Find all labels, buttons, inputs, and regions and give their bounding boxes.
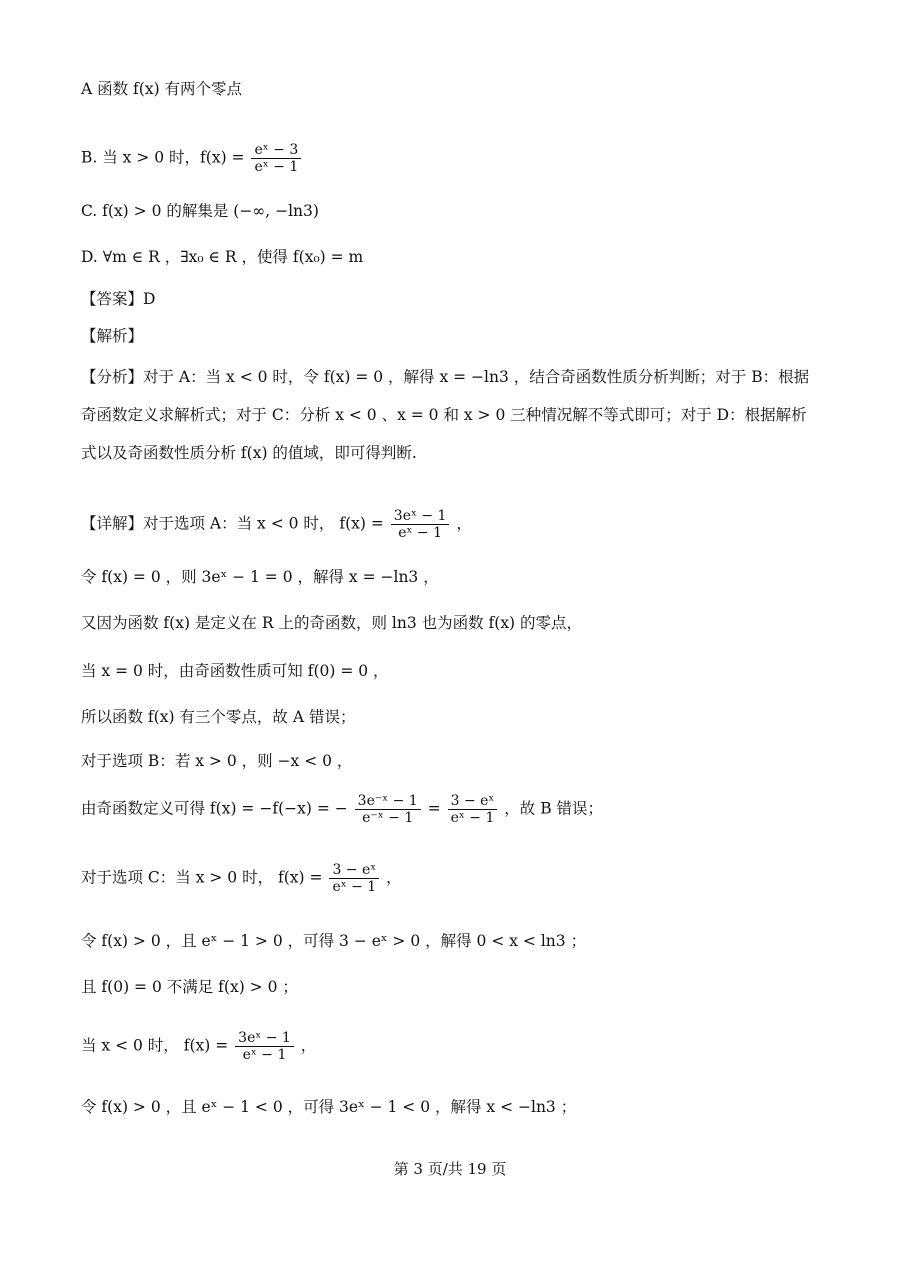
detail-line-1-suffix: ， (456, 514, 472, 533)
detail-line-5: 所以函数 f(x) 有三个零点，故 A 错误； (81, 708, 356, 726)
fraction-numerator: 3eˣ − 1 (391, 508, 450, 525)
detail-line-11 (81, 1030, 316, 1063)
detail-line-7-fraction-1 (355, 793, 421, 826)
analysis-paragraph: 【分析】对于 A：当 x < 0 时，令 f(x) = 0 ，解得 x = −ln3 ，结合奇函数性质分析判断；对于 B：根据奇函数定义求解析式；对于 C：分析 x < 0 、x = 0 和 x > 0 三种情况解不等式即可；对于 D：根据解析式以及奇函数性质分析 f(x) 的值域，即可得判断. (81, 368, 810, 462)
fraction-numerator: 3 − eˣ (329, 862, 379, 879)
detail-line-11-suffix: ， (300, 1036, 317, 1055)
detail-line-8-fraction (329, 862, 379, 895)
detail-line-8 (81, 862, 402, 895)
fraction-numerator: eˣ − 3 (251, 142, 301, 159)
detail-line-10: 且 f(0) = 0 不满足 f(x) > 0 ； (81, 978, 298, 996)
detail-line-12: 令 f(x) > 0 ，且 eˣ − 1 < 0 ，可得 3eˣ − 1 < 0 ，解得 x < −ln3 ； (81, 1098, 577, 1116)
detail-line-8-suffix: ， (386, 868, 402, 887)
detail-line-2: 令 f(x) = 0 ，则 3eˣ − 1 = 0 ，解得 x = −ln3 ， (81, 568, 439, 586)
detail-line-9: 令 f(x) > 0 ，且 eˣ − 1 > 0 ，可得 3 − eˣ > 0 ，解得 0 < x < ln3 ； (81, 932, 587, 950)
detail-line-11-fraction (235, 1030, 294, 1063)
detail-line-4: 当 x = 0 时，由奇函数性质可知 f(0) = 0 ， (81, 662, 389, 680)
option-d: D. ∀m ∈ R ，∃x₀ ∈ R ，使得 f(x₀) = m (81, 248, 364, 266)
fraction-denominator: eˣ − 1 (242, 1047, 287, 1064)
fraction-numerator: 3eˣ − 1 (235, 1030, 294, 1047)
option-b-fraction (251, 142, 301, 175)
fraction-denominator: eˣ − 1 (254, 159, 299, 176)
detail-line-7-text: 由奇函数定义可得 f(x) = −f(−x) = − (81, 799, 348, 818)
fraction-denominator: eˣ − 1 (332, 879, 377, 896)
detail-line-1-fraction (391, 508, 450, 541)
answer-line: 【答案】D (81, 290, 156, 308)
detail-line-7 (81, 793, 603, 826)
detail-line-3: 又因为函数 f(x) 是定义在 R 上的奇函数，则 ln3 也为函数 f(x) 的零点， (81, 614, 583, 632)
detail-line-6: 对于选项 B：若 x > 0 ，则 −x < 0 ， (81, 752, 353, 770)
page-footer: 第 3 页/共 19 页 (393, 1160, 507, 1178)
option-b (81, 142, 303, 175)
detail-line-11-text: 当 x < 0 时， f(x) = (81, 1036, 229, 1055)
option-a: A 函数 f(x) 有两个零点 (81, 80, 243, 98)
detail-line-8-text: 对于选项 C：当 x > 0 时， f(x) = (81, 868, 323, 887)
option-c: C. f(x) > 0 的解集是 (−∞, −ln3) (81, 202, 319, 220)
fraction-denominator: eˣ − 1 (450, 810, 495, 827)
detail-line-7-fraction-2 (448, 793, 498, 826)
option-b-text: B. 当 x > 0 时，f(x) = (81, 148, 245, 167)
fraction-numerator: 3 − eˣ (448, 793, 498, 810)
fraction-denominator: eˣ − 1 (398, 525, 442, 542)
fraction-numerator: 3e⁻ˣ − 1 (355, 793, 421, 810)
detail-line-1-text: 【详解】对于选项 A：当 x < 0 时， f(x) = (81, 514, 384, 533)
detail-line-7-suffix: ，故 B 错误； (504, 799, 604, 818)
detail-line-1 (81, 508, 472, 541)
fraction-denominator: e⁻ˣ − 1 (362, 810, 414, 827)
equals-sign: = (427, 799, 441, 818)
analysis-label: 【解析】 (81, 327, 144, 345)
